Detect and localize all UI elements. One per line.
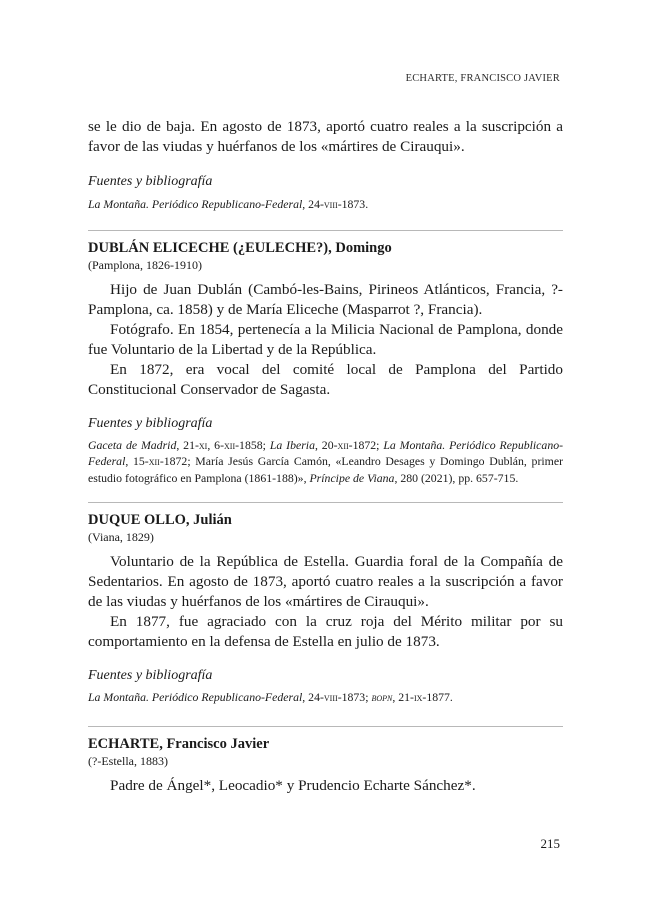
- citation-run: -1858;: [235, 437, 270, 452]
- citation-run: -1872; María Jesús García Camón, «Leandro Desages y Domingo Dublán, primer estudio fotográfico en Pamplona (1861-188)»,: [88, 454, 564, 485]
- citation-run: xi: [198, 437, 208, 452]
- page-number: 215: [540, 836, 560, 851]
- citation-run: xii: [224, 437, 236, 452]
- citation-run: -1873.: [337, 197, 369, 211]
- sources-heading: Fuentes y bibliografía: [88, 668, 213, 683]
- citation-run: La Montaña. Periódico Republicano-Federal: [88, 690, 303, 704]
- citation-run: , 24-: [302, 197, 324, 211]
- citation-run: viii: [323, 690, 338, 704]
- citation-run: Gaceta de Madrid: [88, 437, 177, 452]
- citation-run: La Montaña. Periódico Republicano-Federal: [88, 437, 564, 468]
- entry-given-name: Domingo: [335, 239, 392, 256]
- citation-run: , 21-: [392, 690, 414, 704]
- intro-paragraph: se le dio de baja. En agosto de 1873, aportó cuatro reales a la suscripción a favor de las viudas y huérfanos de los «mártires de Cirauqui».: [88, 118, 563, 155]
- citation-run: -1873;: [337, 690, 372, 704]
- entry-surname: DUBLÁN ELICECHE (¿EULECHE?),: [88, 239, 332, 256]
- citation-run: xii: [337, 437, 349, 452]
- entry-title: [88, 239, 563, 257]
- entry-title: [88, 511, 563, 529]
- citation-run: La Iberia: [269, 437, 315, 452]
- sources-heading: Fuentes y bibliografía: [88, 415, 213, 431]
- citation-run: -1877.: [422, 690, 453, 704]
- entry-subtitle: (Viana, 1829): [88, 530, 154, 544]
- sources-heading: Fuentes y bibliografía: [88, 174, 213, 189]
- citation-run: xii: [148, 454, 160, 468]
- citation-run: Príncipe de Viana: [309, 470, 395, 485]
- entry-divider: [88, 502, 563, 503]
- entry-given-name: Francisco Javier: [166, 735, 270, 752]
- citation-run: , 6-: [207, 437, 225, 452]
- entry-paragraph: En 1877, fue agraciado con la cruz roja del Mérito militar por su comportamiento en la defensa de Estella en julio de 1873.: [88, 613, 563, 650]
- entry-surname: ECHARTE,: [88, 735, 163, 752]
- citation-run: , 24-: [302, 690, 324, 704]
- entry-duque: [88, 511, 563, 706]
- entry-title: [88, 735, 563, 753]
- sources-text: [88, 437, 563, 487]
- entry-divider: [88, 230, 563, 231]
- entry-paragraph: Hijo de Juan Dublán (Cambó-les-Bains, Pirineos Atlánticos, Francia, ?-Pamplona, ca. 1858) y de María Eliceche (Masparrot ?, Francia).: [88, 280, 563, 318]
- sources-text: [88, 689, 563, 706]
- citation-run: , 15-: [125, 454, 149, 468]
- entry-paragraph: Voluntario de la República de Estella. Guardia foral de la Compañía de Sedentarios. En agosto de 1873, aportó cuatro reales a la suscripción a favor de las viudas y huérfanos de los «mártires de Cirauqui».: [88, 553, 563, 610]
- entry-paragraph: Padre de Ángel*, Leocadio* y Prudencio Echarte Sánchez*.: [110, 776, 476, 794]
- citation-run: , 280 (2021), pp. 657-715.: [394, 470, 519, 485]
- running-head: ECHARTE, FRANCISCO JAVIER: [405, 73, 560, 84]
- entry-subtitle: (Pamplona, 1826-1910): [88, 257, 202, 272]
- entry-paragraph: En 1872, era vocal del comité local de Pamplona del Partido Constitucional Conservador de Sagasta.: [88, 360, 563, 398]
- sources-text: [88, 196, 563, 213]
- page-content: [88, 117, 563, 796]
- entry-given-name: Julián: [193, 512, 232, 528]
- citation-run: ix: [413, 690, 423, 704]
- entry-surname: DUQUE OLLO,: [88, 512, 190, 528]
- entry-divider: [88, 726, 563, 727]
- citation-run: bopn: [371, 690, 393, 704]
- citation-run: La Montaña. Periódico Republicano-Federal: [88, 197, 303, 211]
- citation-run: viii: [323, 197, 338, 211]
- entry-echarte: [88, 735, 563, 796]
- citation-run: , 21-: [176, 437, 199, 452]
- entry-subtitle: (?-Estella, 1883): [88, 753, 168, 768]
- citation-run: -1872;: [348, 437, 384, 452]
- entry-dublan: [88, 239, 563, 487]
- entry-paragraph: Fotógrafo. En 1854, pertenecía a la Milicia Nacional de Pamplona, donde fue Voluntario de la Libertad y de la República.: [88, 320, 563, 358]
- citation-run: , 20-: [314, 437, 338, 452]
